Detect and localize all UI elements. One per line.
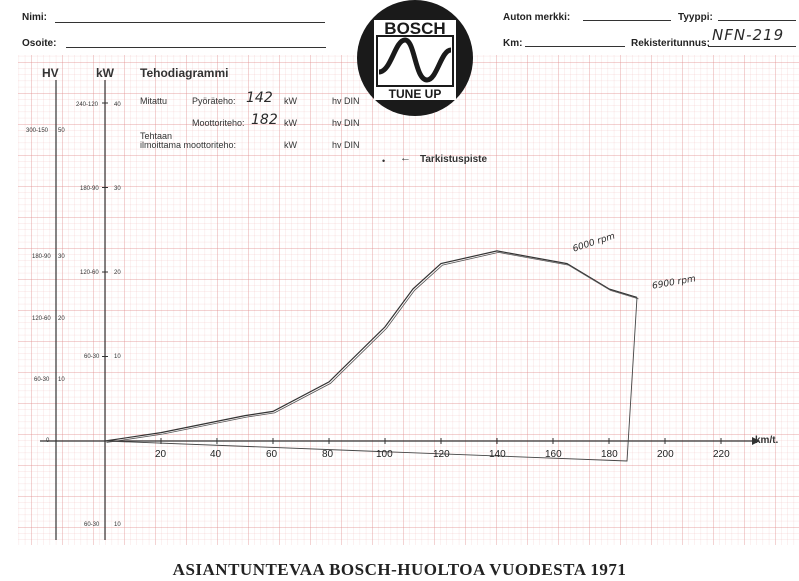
- logo-bosch-text: BOSCH: [384, 19, 446, 38]
- x-tick-label: 100: [376, 449, 393, 460]
- kw-tick-value: 10: [114, 522, 121, 528]
- registration-value: NFN-219: [712, 26, 785, 44]
- hv-tick-value: 10: [58, 377, 65, 383]
- wheel-power-unit-hv: hv DIN: [332, 96, 360, 106]
- footer-slogan: ASIANTUNTEVAA BOSCH-HUOLTOA VUODESTA 1971: [172, 560, 627, 579]
- factory-unit-kw: kW: [284, 140, 297, 150]
- x-tick-label: 60: [266, 449, 278, 460]
- kw-tick-label: 120-60: [80, 270, 99, 276]
- x-tick-label: 20: [155, 449, 167, 460]
- hv-tick-label: 120-60: [32, 316, 51, 322]
- wheel-power-value: 142: [246, 90, 273, 106]
- wheel-power-label: Pyöräteho:: [192, 96, 236, 106]
- hv-tick-label: 180-90: [32, 254, 51, 260]
- address-label: Osoite:: [22, 38, 57, 49]
- engine-power-label: Moottoriteho:: [192, 118, 245, 128]
- hv-tick-label: 0: [46, 438, 50, 444]
- hv-tick-value: 50: [58, 128, 65, 134]
- diagram-title: Tehodiagrammi: [140, 66, 229, 80]
- engine-power-unit-kw: kW: [284, 118, 297, 128]
- hv-tick-value: 30: [58, 254, 65, 260]
- type-label: Tyyppi:: [678, 12, 713, 23]
- kw-tick-value: 30: [114, 186, 121, 192]
- kw-tick-value: 10: [114, 354, 121, 360]
- x-tick-label: 140: [489, 449, 506, 460]
- factory-label-1: Tehtaan: [140, 131, 173, 141]
- hv-tick-value: 20: [58, 316, 65, 322]
- wheel-power-unit-kw: kW: [284, 96, 297, 106]
- kw-tick-value: 40: [114, 102, 121, 108]
- x-tick-label: 120: [433, 449, 450, 460]
- factory-unit-hv: hv DIN: [332, 140, 360, 150]
- kw-tick-label: 60-30: [84, 354, 100, 360]
- checkpoint-arrow-icon: ←: [400, 152, 411, 164]
- x-tick-label: 80: [322, 449, 334, 460]
- hv-axis-label: HV: [42, 66, 59, 80]
- x-tick-label: 220: [713, 449, 730, 460]
- x-tick-label: 160: [545, 449, 562, 460]
- engine-power-value: 182: [251, 112, 278, 128]
- hv-tick-label: 300-150: [26, 128, 49, 134]
- hv-tick-label: 60-30: [34, 377, 50, 383]
- factory-label-2: ilmoittama moottoriteho:: [140, 140, 237, 150]
- bosch-tune-up-logo: [355, 0, 475, 118]
- annotation-6000-rpm: 6000 rpm: [571, 231, 617, 255]
- engine-power-unit-hv: hv DIN: [332, 118, 360, 128]
- kw-tick-label: 180-90: [80, 186, 99, 192]
- chart-grid: [18, 55, 799, 545]
- x-tick-label: 40: [210, 449, 222, 460]
- x-tick-label: 200: [657, 449, 674, 460]
- km-label: Km:: [503, 38, 523, 49]
- kw-tick-label: 240-120: [76, 102, 99, 108]
- checkpoint-label: Tarkistuspiste: [420, 154, 488, 165]
- checkpoint-dot: •: [382, 156, 386, 166]
- name-label: Nimi:: [22, 12, 47, 23]
- speed-unit-label: km/t.: [755, 435, 779, 446]
- measured-label: Mitattu: [140, 96, 168, 106]
- logo-tune-up-text: TUNE UP: [388, 87, 442, 101]
- car-make-label: Auton merkki:: [503, 12, 571, 23]
- x-tick-label: 180: [601, 449, 618, 460]
- kw-tick-value: 20: [114, 270, 121, 276]
- registration-label: Rekisteritunnus:: [631, 38, 710, 49]
- annotation-6900-rpm: 6900 rpm: [651, 274, 697, 292]
- kw-axis-label: kW: [96, 66, 114, 80]
- kw-tick-label: 60-30: [84, 522, 100, 528]
